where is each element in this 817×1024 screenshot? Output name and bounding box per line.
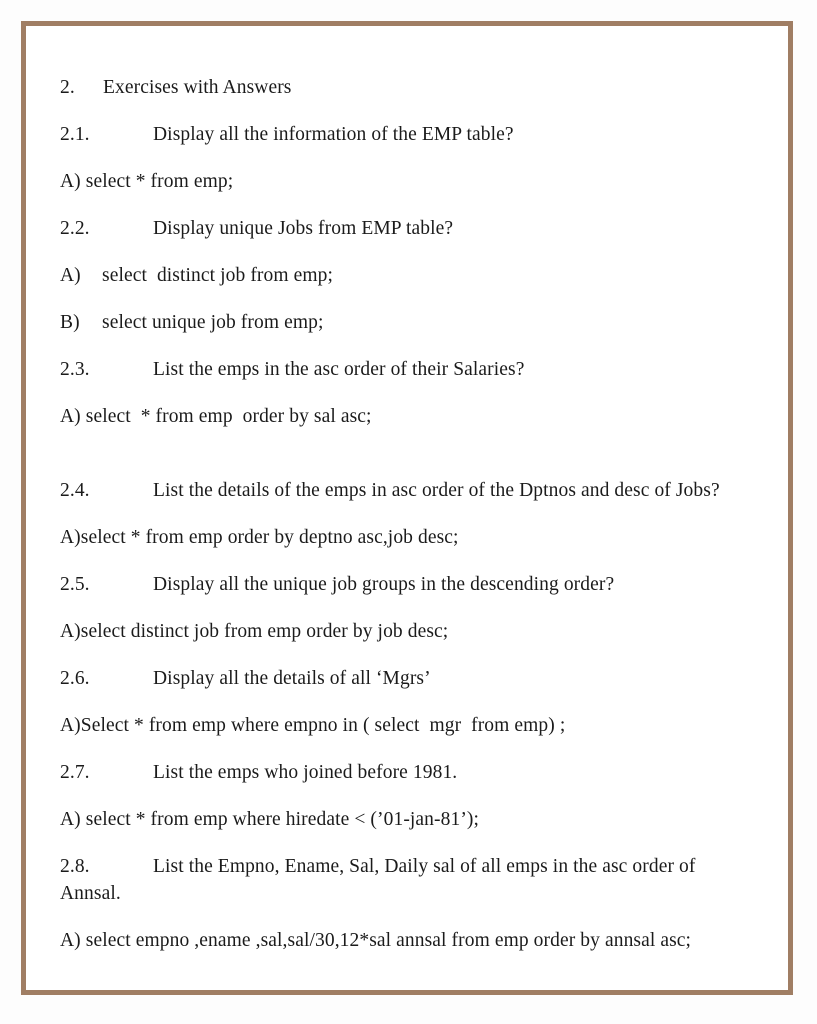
question-text: List the Empno, Ename, Sal, Daily sal of all emps in the asc order of Annsal. bbox=[60, 856, 696, 904]
question-text: Display all the details of all ‘Mgrs’ bbox=[153, 668, 431, 689]
answer-text: select * from emp where hiredate < (’01-jan-81’); bbox=[80, 809, 480, 830]
question-text: List the details of the emps in asc order of the Dptnos and desc of Jobs? bbox=[153, 480, 720, 501]
document-body bbox=[60, 74, 752, 954]
question-number: 2.8. bbox=[60, 856, 90, 877]
question-text: List the emps who joined before 1981. bbox=[153, 762, 458, 783]
answer-2-8-a bbox=[60, 927, 752, 954]
page-border-frame bbox=[21, 21, 793, 995]
answer-2-3-a bbox=[60, 403, 752, 430]
answer-text: select * from emp; bbox=[80, 171, 234, 192]
answer-2-4-a bbox=[60, 524, 752, 551]
answer-label: A) bbox=[60, 171, 81, 192]
question-2-1 bbox=[60, 121, 752, 148]
question-2-2 bbox=[60, 215, 752, 242]
answer-text: Select * from emp where empno in ( select mgr from emp) ; bbox=[80, 715, 566, 736]
question-2-8 bbox=[60, 853, 752, 907]
answer-2-1-a bbox=[60, 168, 752, 195]
question-number: 2.1. bbox=[60, 124, 90, 145]
question-number: 2.5. bbox=[60, 574, 90, 595]
question-number: 2.7. bbox=[60, 762, 90, 783]
question-text: Display unique Jobs from EMP table? bbox=[153, 218, 454, 239]
question-number: 2.4. bbox=[60, 480, 90, 501]
answer-2-2-a bbox=[60, 262, 752, 289]
answer-label: A) bbox=[60, 265, 81, 286]
section-heading bbox=[60, 74, 752, 101]
question-number: 2.6. bbox=[60, 668, 90, 689]
question-number: 2.3. bbox=[60, 359, 90, 380]
answer-2-7-a bbox=[60, 806, 752, 833]
answer-label: A) bbox=[60, 527, 81, 548]
question-2-3 bbox=[60, 356, 752, 383]
answer-text: select distinct job from emp; bbox=[102, 265, 333, 286]
section-heading-title: Exercises with Answers bbox=[103, 77, 292, 98]
question-text: Display all the information of the EMP table? bbox=[153, 124, 514, 145]
answer-label: A) bbox=[60, 621, 81, 642]
answer-label: B) bbox=[60, 312, 80, 333]
answer-text: select distinct job from emp order by job desc; bbox=[80, 621, 449, 642]
question-2-5 bbox=[60, 571, 752, 598]
answer-2-5-a bbox=[60, 618, 752, 645]
answer-text: select empno ,ename ,sal,sal/30,12*sal annsal from emp order by annsal asc; bbox=[80, 930, 692, 951]
answer-label: A) bbox=[60, 809, 81, 830]
answer-text: select * from emp order by sal asc; bbox=[80, 406, 372, 427]
answer-2-2-b bbox=[60, 309, 752, 336]
question-2-6 bbox=[60, 665, 752, 692]
blank-paragraph bbox=[60, 430, 752, 457]
question-2-4 bbox=[60, 477, 752, 504]
question-text: List the emps in the asc order of their Salaries? bbox=[153, 359, 525, 380]
question-2-7 bbox=[60, 759, 752, 786]
answer-text: select * from emp order by deptno asc,job desc; bbox=[80, 527, 459, 548]
answer-2-6-a bbox=[60, 712, 752, 739]
question-text: Display all the unique job groups in the descending order? bbox=[153, 574, 615, 595]
answer-label: A) bbox=[60, 930, 81, 951]
question-number: 2.2. bbox=[60, 218, 90, 239]
answer-text: select unique job from emp; bbox=[102, 312, 324, 333]
answer-label: A) bbox=[60, 406, 81, 427]
answer-label: A) bbox=[60, 715, 81, 736]
section-heading-number: 2. bbox=[60, 77, 75, 98]
